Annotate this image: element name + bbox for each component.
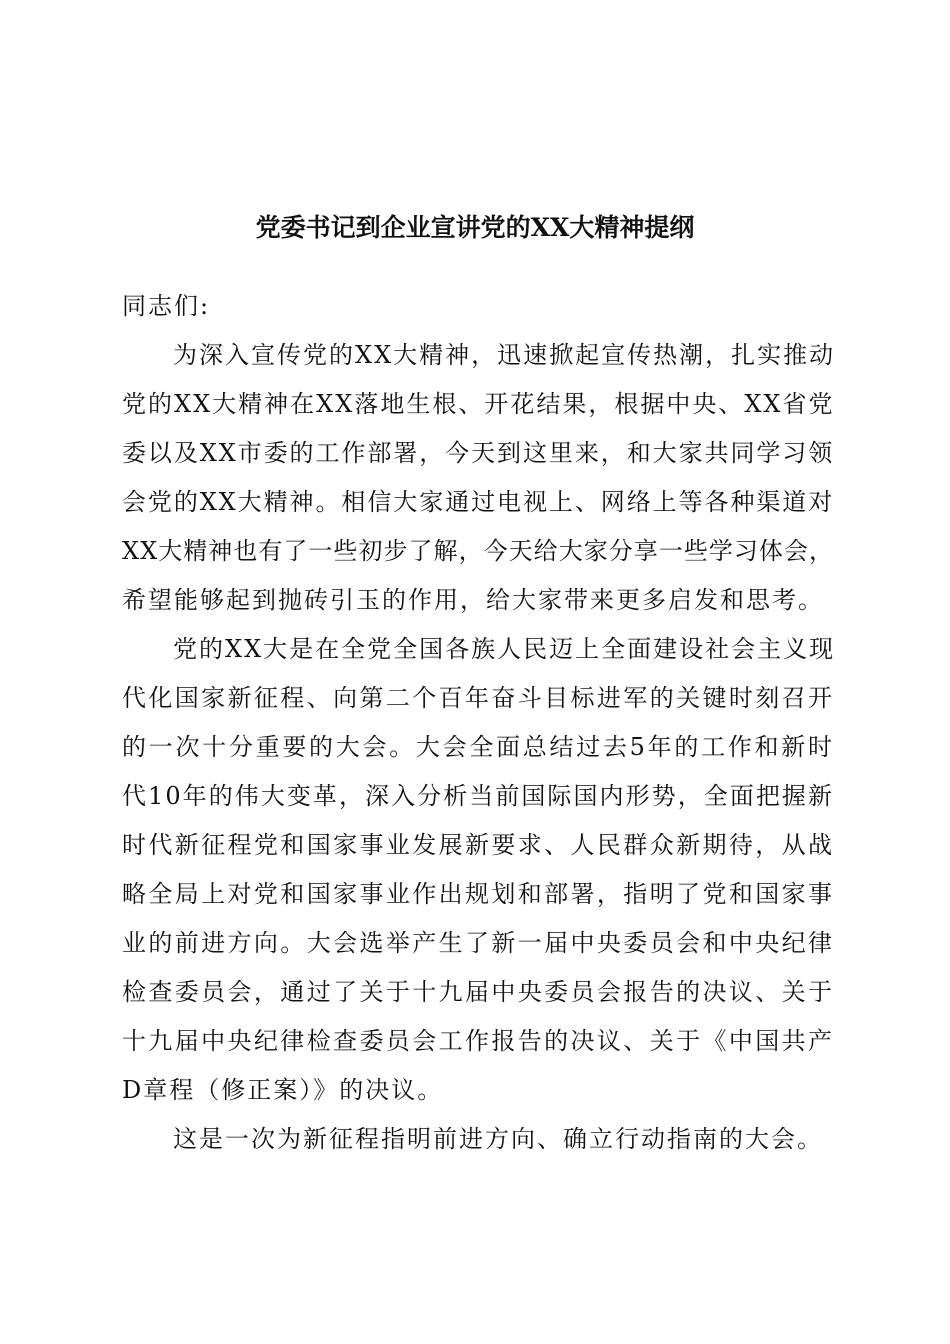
paragraph-line: 代10年的伟大变革，深入分析当前国际国内形势，全面把握新	[122, 782, 834, 810]
paragraph-3	[122, 1115, 834, 1164]
paragraph-line: 党的XX大是在全党全国各族人民迈上全面建设社会主义现	[173, 635, 836, 663]
paragraph-line: 代化国家新征程、向第二个百年奋斗目标进军的关键时刻召开	[122, 684, 834, 712]
paragraph-line: 为深入宣传党的XX大精神，迅速掀起宣传热潮，扎实推动	[173, 341, 836, 369]
paragraph-line: 的一次十分重要的大会。大会全面总结过去5年的工作和新时	[122, 733, 834, 761]
salutation: 同志们:	[122, 292, 211, 320]
paragraph-line: 业的前进方向。大会选举产生了新一届中央委员会和中央纪律	[122, 929, 834, 957]
paragraph-1	[122, 331, 834, 625]
paragraph-line: D章程（修正案）》的决议。	[122, 1076, 444, 1104]
paragraph-line: 希望能够起到抛砖引玉的作用，给大家带来更多启发和思考。	[122, 586, 824, 614]
paragraph-2	[122, 625, 834, 1115]
paragraph-line: XX大精神也有了一些初步了解，今天给大家分享一些学习体会，	[122, 537, 834, 565]
paragraph-line: 略全局上对党和国家事业作出规划和部署，指明了党和国家事	[122, 880, 834, 908]
paragraph-line: 这是一次为新征程指明前进方向、确立行动指南的大会。	[173, 1125, 823, 1153]
paragraph-line: 时代新征程党和国家事业发展新要求、人民群众新期待，从战	[122, 831, 834, 859]
paragraph-line: 委以及XX市委的工作部署，今天到这里来，和大家共同学习领	[122, 439, 834, 467]
paragraph-line: 党的XX大精神在XX落地生根、开花结果，根据中央、XX省党	[122, 390, 835, 418]
document-body	[122, 282, 834, 1164]
paragraph-line: 十九届中央纪律检查委员会工作报告的决议、关于《中国共产	[122, 1027, 834, 1055]
paragraph-line: 会党的XX大精神。相信大家通过电视上、网络上等各种渠道对	[122, 488, 834, 516]
document-title: 党委书记到企业宣讲党的XX大精神提纲	[255, 213, 695, 242]
paragraph-line: 检查委员会，通过了关于十九届中央委员会报告的决议、关于	[122, 978, 834, 1006]
